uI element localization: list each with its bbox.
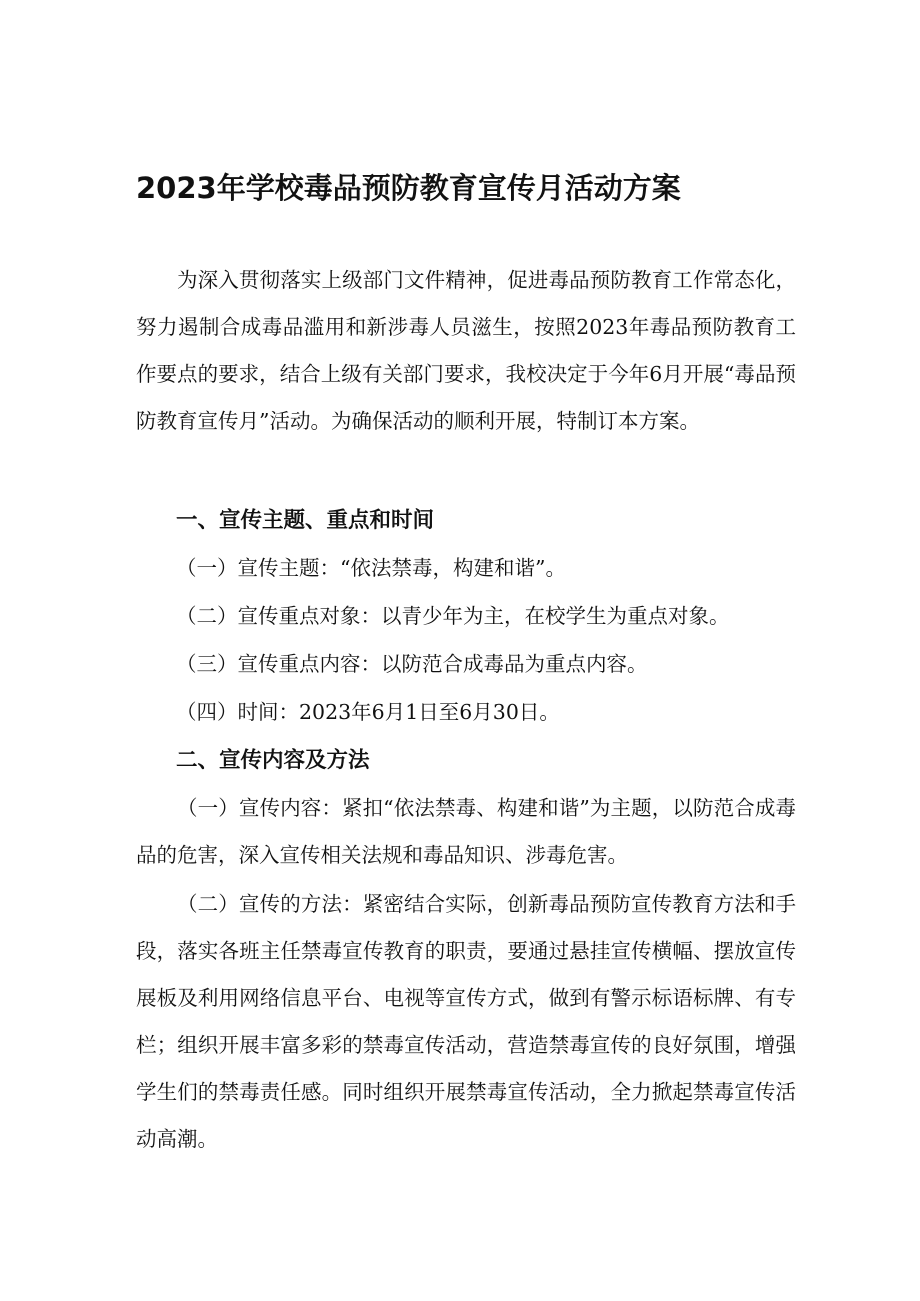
section-1-item-target: （二）宣传重点对象：以青少年为主，在校学生为重点对象。 [176,604,730,628]
section-2-paragraph-method: （二）宣传的方法：紧密结合实际，创新毒品预防宣传教育方法和手段，落实各班主任禁毒宣传教育的职责，要通过悬挂宣传横幅、摆放宣传展板及利用网络信息平台、电视等宣传方式，做到有警示标语标牌、有专栏；组织开展丰富多彩的禁毒宣传活动，营造禁毒宣传的良好氛围，增强学生们的禁毒责任感。同时组织开展禁毒宣传活动，全力掀起禁毒宣传活动高潮。 [136,892,796,1151]
section-1-item-time: （四）时间：2023年6月1日至6月30日。 [176,700,560,724]
section-1-item-theme: （一）宣传主题：“依法禁毒，构建和谐”。 [176,556,566,580]
section-2-paragraph-content: （一）宣传内容：紧扣“依法禁毒、构建和谐”为主题，以防范合成毒品的危害，深入宣传相关法规和毒品知识、涉毒危害。 [136,796,796,867]
document-title: 2023年学校毒品预防教育宣传月活动方案 [136,171,681,205]
intro-paragraph: 为深入贯彻落实上级部门文件精神，促进毒品预防教育工作常态化，努力遏制合成毒品滥用和新涉毒人员滋生，按照2023年毒品预防教育工作要点的要求，结合上级有关部门要求，我校决定于今年6月开展“毒品预防教育宣传月”活动。为确保活动的顺利开展，特制订本方案。 [136,268,796,433]
section-1-item-content: （三）宣传重点内容：以防范合成毒品为重点内容。 [176,652,648,676]
section-2-heading: 二、宣传内容及方法 [176,748,370,773]
section-1-heading: 一、宣传主题、重点和时间 [176,508,435,533]
